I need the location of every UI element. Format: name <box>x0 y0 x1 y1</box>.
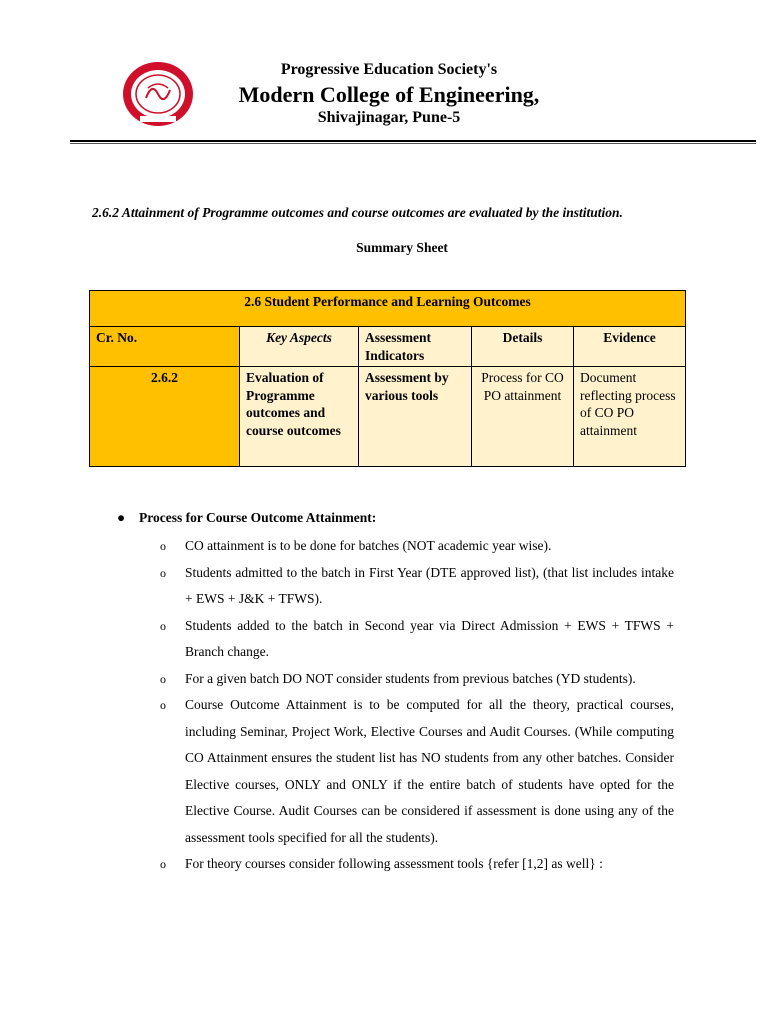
sub-bullet-marker: o <box>160 539 166 553</box>
process-heading <box>117 510 376 526</box>
sub-bullet-marker: o <box>160 565 166 580</box>
cell-details: Process for CO PO attainment <box>472 367 574 467</box>
college-address: Shivajinagar, Pune-5 <box>317 109 461 126</box>
cell-cr-no: 2.6.2 <box>90 367 240 467</box>
header-divider <box>70 140 756 142</box>
cell-evidence: Document reflecting process of CO PO attainment <box>574 367 686 467</box>
sub-bullet-marker: o <box>160 857 166 871</box>
header-key-aspects: Key Aspects <box>240 327 359 367</box>
list-item: o CO attainment is to be done for batches (NOT academic year wise). <box>160 533 674 560</box>
college-name: Modern College of Engineering, <box>238 82 540 107</box>
header-cr-no: Cr. No. <box>90 327 240 367</box>
header-details: Details <box>472 327 574 367</box>
list-item: o Course Outcome Attainment is to be computed for all the theory, practical courses, including Seminar, Project Work, Elective Courses and Audit Courses. (While computing CO Attainment ensures the student list has NO students from any other batches. Consider Elective courses, ONLY and ONLY if the entire batch of students have opted for the Elective Course. Audit Courses can be considered if assessment is done using any of the assessment tools specified for all the students). <box>160 692 674 851</box>
process-list <box>160 533 674 878</box>
cell-key-aspects: Evaluation of Programme outcomes and course outcomes <box>240 367 359 467</box>
summary-label: Summary Sheet <box>356 240 448 255</box>
table-title-row <box>90 291 686 327</box>
bullet-marker: ● <box>117 510 126 525</box>
table-row <box>90 367 686 467</box>
society-name: Progressive Education Society's <box>280 61 498 78</box>
section-title: 2.6.2 Attainment of Programme outcomes and course outcomes are evaluated by the institution. <box>92 205 623 220</box>
sub-bullet-marker: o <box>160 698 166 712</box>
list-item: o For theory courses consider following assessment tools {refer [1,2] as well} : <box>160 851 674 878</box>
list-item: o Students admitted to the batch in First Year (DTE approved list), (that list includes intake + EWS + J&K + TFWS). <box>160 560 674 613</box>
list-item: o Students added to the batch in Second year via Direct Admission + EWS + TFWS + Branch change. <box>160 613 674 666</box>
header-assessment-indicators: Assessment Indicators <box>359 327 472 367</box>
cell-assessment-indicators: Assessment by various tools <box>359 367 472 467</box>
process-heading-text: Process for Course Outcome Attainment: <box>139 510 377 525</box>
sub-bullet-marker: o <box>160 671 166 686</box>
sub-bullet-marker: o <box>160 618 166 633</box>
list-item: o For a given batch DO NOT consider students from previous batches (YD students). <box>160 666 674 693</box>
outcomes-table <box>89 290 686 467</box>
table-title: 2.6 Student Performance and Learning Outcomes <box>90 291 686 327</box>
header-evidence: Evidence <box>574 327 686 367</box>
header-divider-thin <box>70 143 756 144</box>
table-header-row <box>90 327 686 367</box>
